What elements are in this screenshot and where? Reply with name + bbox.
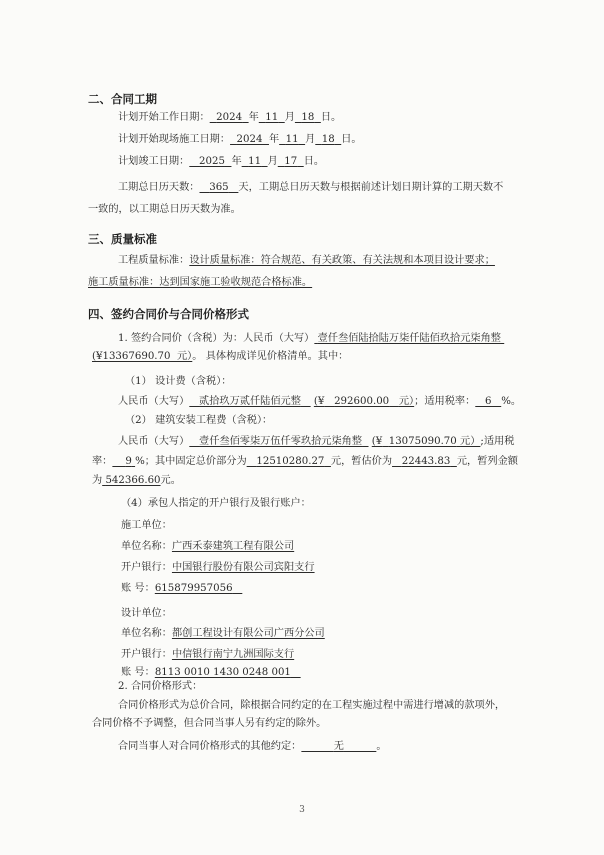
field-label: 计划开始工作日期： bbox=[118, 112, 210, 123]
section-heading-quality: 三、质量标准 bbox=[88, 232, 157, 246]
total-days-line: 工期总日历天数： 365 天，工期总日历天数与根据前述计划日期计算的工期天数不 bbox=[118, 182, 504, 193]
provisional-sum-line: 为 542366.60元。 bbox=[92, 475, 181, 486]
construction-tax-rate: 9 bbox=[125, 456, 132, 467]
design-unit-name: 单位名称：都创工程设计有限公司广西分公司 bbox=[121, 628, 325, 639]
construction-fee-line: 人民币（大写） 壹仟叁佰零柒万伍仟零玖拾元柒角整 (¥ 13075090.70 元）;适用税 bbox=[118, 436, 515, 447]
contract-price-line: 1. 签约合同价（含税）为：人民币（大写） 壹仟叁佰陆拾陆万柒仟陆佰玖拾元柒角整 bbox=[118, 332, 504, 346]
provisional-sum-value: 542366.60 bbox=[105, 475, 161, 486]
construction-fee-label: （2） 建筑安装工程费（含税）： bbox=[125, 415, 273, 426]
design-unit-account: 账 号：8113 0010 1430 0248 001 bbox=[121, 666, 301, 680]
construction-fee-amount: (¥ 13075090.70 元） bbox=[371, 436, 481, 447]
construction-unit-account-value: 615879957056 bbox=[154, 583, 233, 594]
field-label: 计划开始现场施工日期： bbox=[118, 134, 231, 145]
design-fee-amount: (¥ 292600.00 元） bbox=[313, 396, 415, 407]
design-unit-account-value: 8113 0010 1430 0248 001 bbox=[154, 667, 291, 678]
design-fee-line: 人民币（大写） 贰拾玖万贰仟陆佰元整 (¥ 292600.00 元）；适用税率： 6 %。 bbox=[118, 396, 522, 407]
field-label: 计划竣工日期： bbox=[118, 156, 190, 167]
section-heading-duration: 二、合同工期 bbox=[88, 92, 157, 106]
field-value: 2024 bbox=[236, 134, 263, 145]
construction-unit-name-value: 广西禾泰建筑工程有限公司 bbox=[171, 541, 295, 552]
bank-account-heading: （4）承包人指定的开户银行及银行账户： bbox=[121, 498, 311, 509]
design-fee-label: （1） 设计费（含税）： bbox=[125, 376, 232, 387]
construction-fee-detail-line: 率： 9 %；其中固定总价部分为 12510280.27 元，暂估价为 22443.83 元，暂列金额 bbox=[92, 456, 518, 467]
design-unit-name-value: 都创工程设计有限公司广西分公司 bbox=[171, 628, 325, 639]
field-value: 2025 bbox=[199, 156, 225, 167]
contract-price-upper: 壹仟叁佰陆拾陆万柒仟陆佰玖拾元柒角整 bbox=[317, 333, 501, 344]
construction-unit-bank-value: 中国银行股份有限公司宾阳支行 bbox=[171, 562, 315, 573]
construction-unit-account: 账 号：615879957056 bbox=[121, 582, 242, 596]
design-unit-title: 设计单位： bbox=[121, 608, 172, 619]
section-heading-contract-price: 四、签约合同价与合同价格形式 bbox=[88, 307, 249, 321]
other-agreement-line: 合同当事人对合同价格形式的其他约定： 无 。 bbox=[118, 741, 387, 752]
price-form-para2: 合同价格不予调整，但合同当事人另有约定的除外。 bbox=[92, 718, 327, 729]
design-unit-bank-value: 中信银行南宁九洲国际支行 bbox=[171, 649, 295, 660]
page-number: 3 bbox=[299, 805, 305, 815]
design-unit-bank: 开户银行：中信银行南宁九洲国际支行 bbox=[121, 649, 295, 660]
price-form-para1: 合同价格形式为总价合同，除根据合同约定的在工程实施过程中需进行增减的款项外， bbox=[118, 700, 506, 711]
contract-price-amount-line: (¥13367690.70 元）。 具体构成详见价格清单。其中： bbox=[92, 351, 349, 362]
start-site-date: 计划开始现场施工日期： 2024 年 11 月 18 日。 bbox=[118, 134, 362, 145]
field-value: 2024 bbox=[216, 112, 243, 123]
total-days-value: 365 bbox=[209, 182, 229, 193]
completion-date: 计划竣工日期： 2025 年 11 月 17 日。 bbox=[118, 156, 325, 167]
quality-standard-line: 工程质量标准：设计质量标准：符合规范、有关政策、有关法规和本项目设计要求； bbox=[118, 255, 495, 266]
design-fee-upper: 贰拾玖万贰仟陆佰元整 bbox=[199, 396, 301, 407]
construction-unit-bank: 开户银行：中国银行股份有限公司宾阳支行 bbox=[121, 562, 315, 573]
design-tax-rate: 6 bbox=[485, 396, 492, 407]
other-agreement-value: 无 bbox=[333, 741, 344, 752]
total-days-continuation: 一致的，以工期总日历天数为准。 bbox=[88, 204, 241, 215]
construction-quality-standard: 施工质量标准：达到国家施工验收规范合格标准。 bbox=[88, 277, 313, 288]
construction-unit-name: 单位名称：广西禾泰建筑工程有限公司 bbox=[121, 541, 295, 552]
price-form-label: 2. 合同价格形式： bbox=[118, 681, 203, 692]
contract-price-amount: (¥13367690.70 元） bbox=[92, 351, 193, 362]
construction-fee-upper: 壹仟叁佰零柒万伍仟零玖拾元柒角整 bbox=[199, 436, 363, 447]
design-quality-standard: 设计质量标准：符合规范、有关政策、有关法规和本项目设计要求； bbox=[189, 255, 495, 266]
start-work-date: 计划开始工作日期： 2024 年 11 月 18 日。 bbox=[118, 112, 342, 123]
fixed-price-value: 12510280.27 bbox=[256, 456, 325, 467]
provisional-estimate-value: 22443.83 bbox=[401, 456, 451, 467]
construction-unit-title: 施工单位： bbox=[121, 520, 172, 531]
